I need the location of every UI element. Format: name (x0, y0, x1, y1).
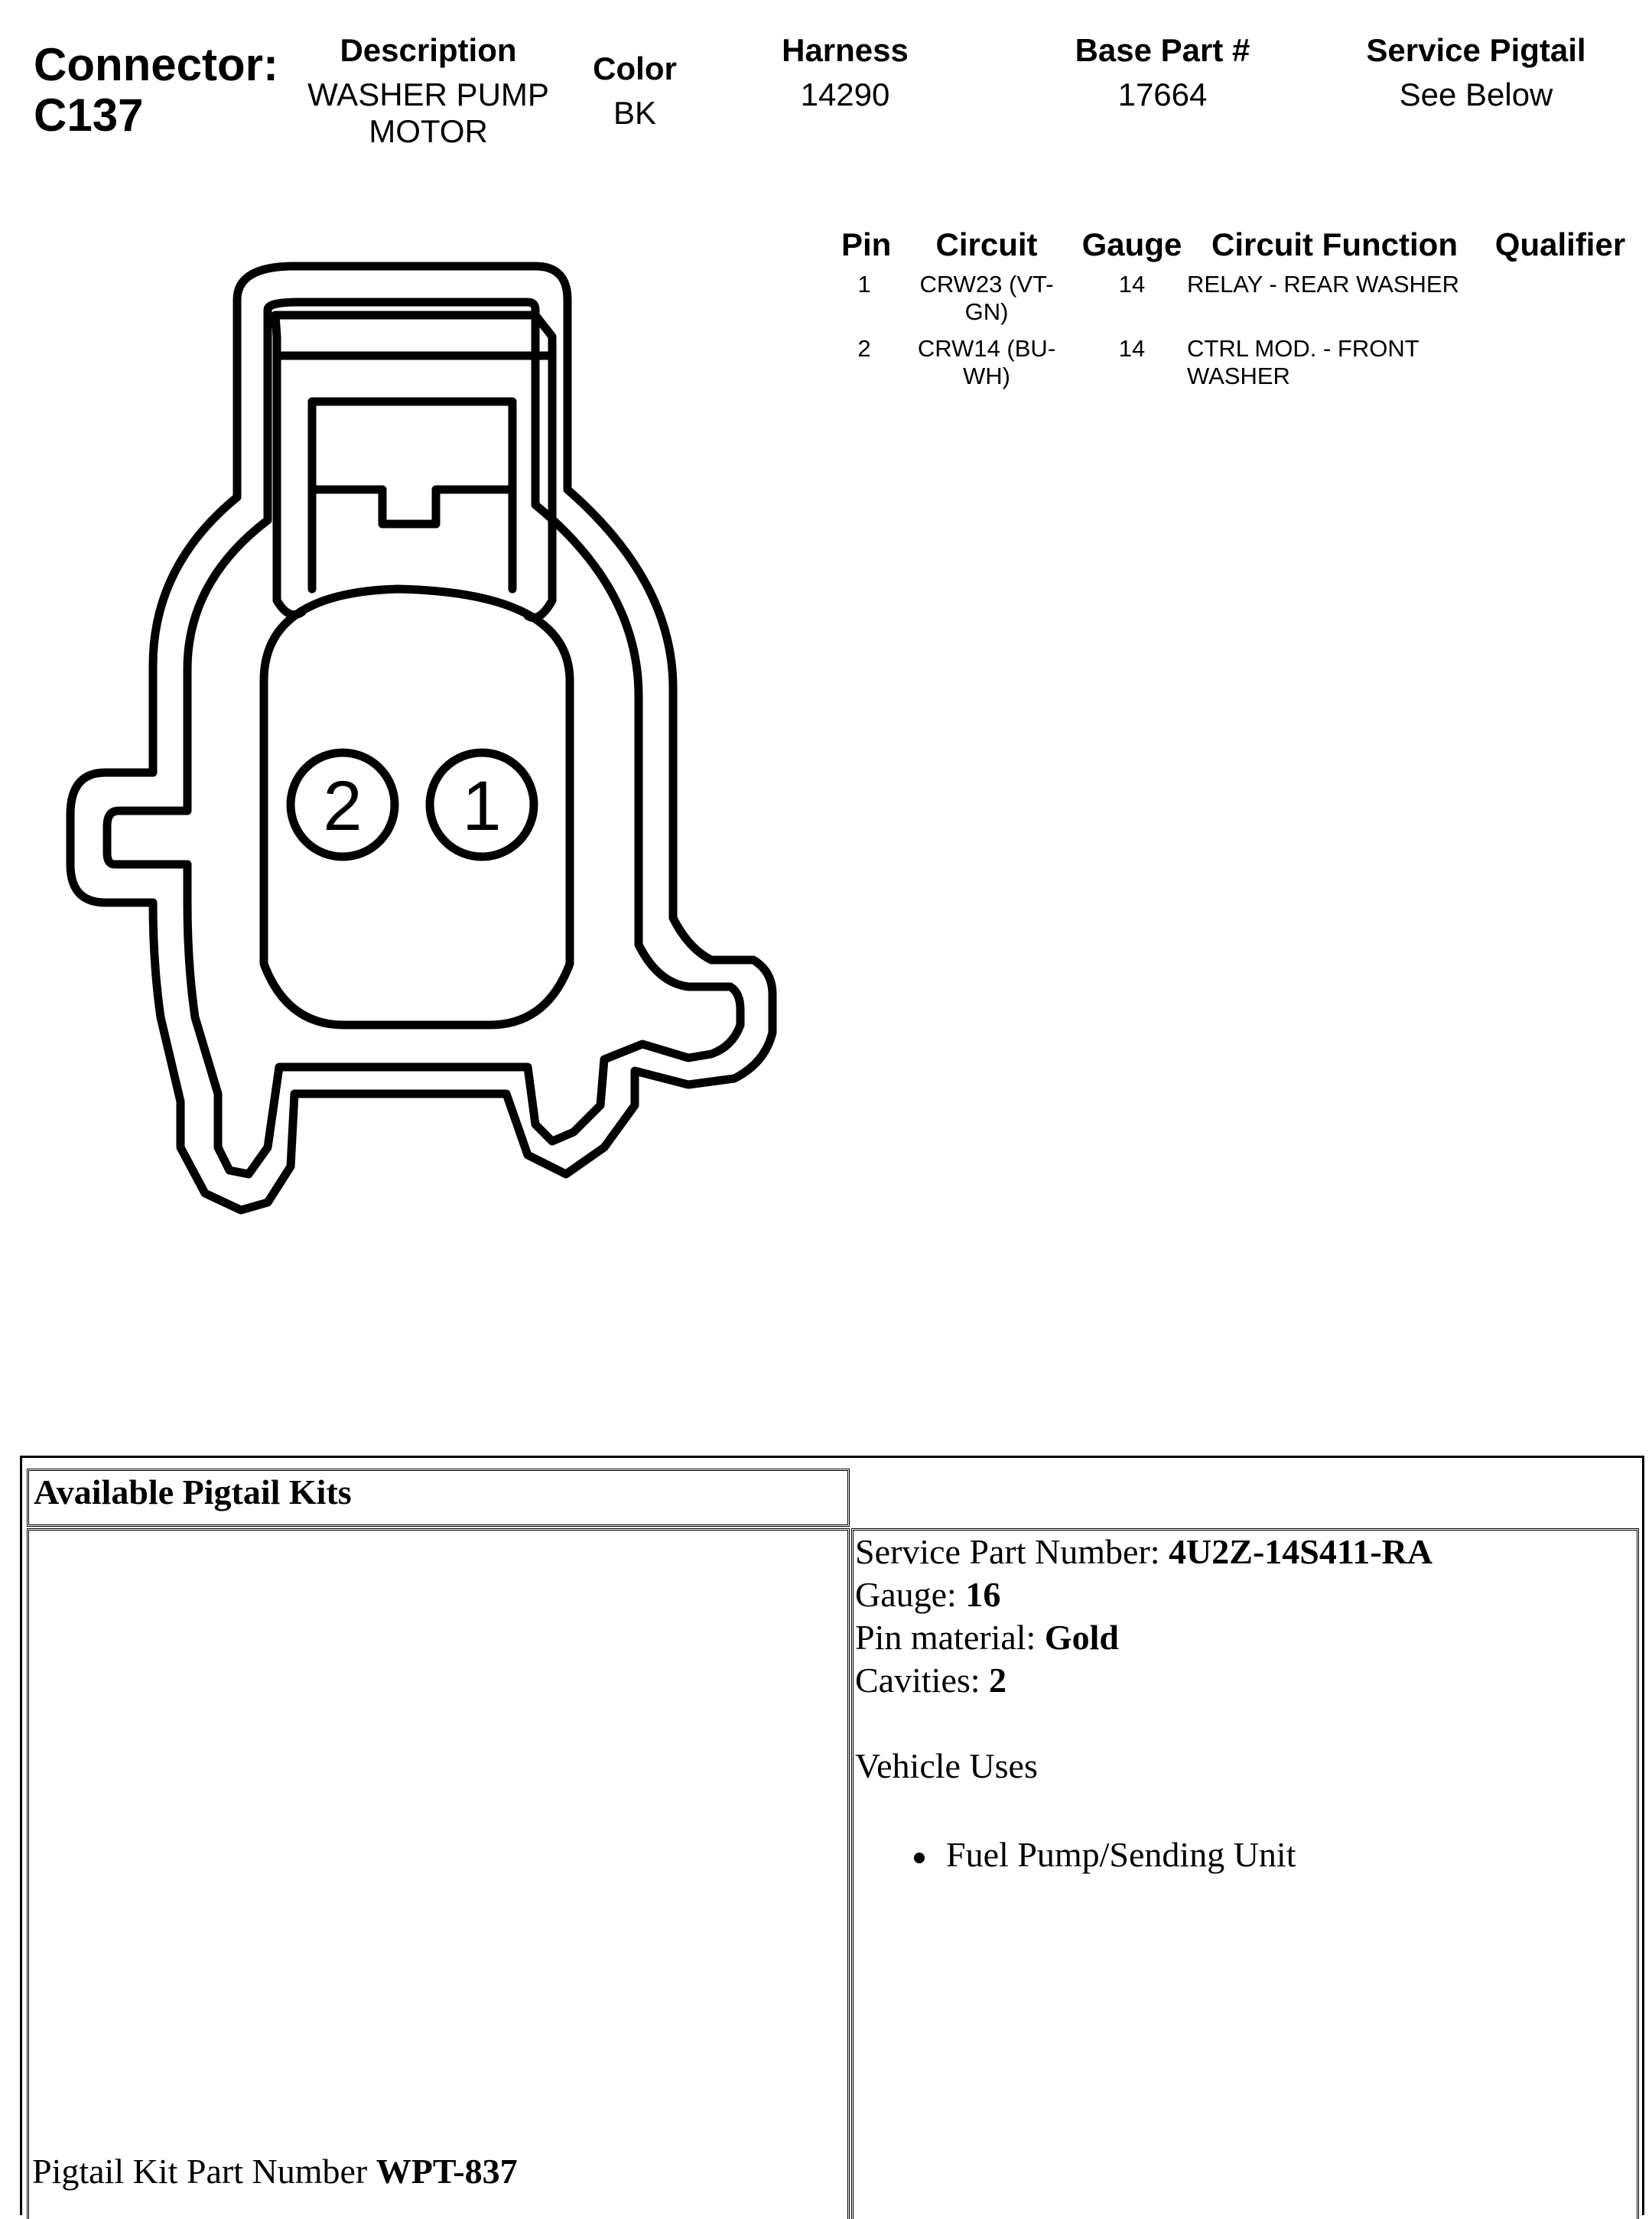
pin-1-label: 1 (462, 767, 502, 845)
service-part-value: 4U2Z-14S411-RA (1169, 1532, 1433, 1571)
pigtail-kits-title: Available Pigtail Kits (34, 1472, 352, 1511)
service-part-number (855, 1531, 1432, 1572)
description-line-1: WASHER PUMP (307, 76, 549, 112)
function-line-1: RELAY - REAR WASHER (1187, 271, 1460, 298)
kit-part-label: Pigtail Kit Part Number (32, 2152, 376, 2191)
description-label: Description (340, 32, 517, 68)
connector-id: C137 (34, 89, 144, 141)
table-row-gauge: 14 (1118, 271, 1146, 298)
base-part-label: Base Part # (1075, 32, 1250, 68)
pigtail-kit-image-cell (27, 1528, 850, 2219)
table-row-pin: 1 (857, 271, 871, 298)
service-pigtail-label: Service Pigtail (1366, 32, 1586, 68)
cavities (855, 1660, 1006, 1700)
connector-inner-outline (107, 302, 740, 1174)
connector-label: Connector: (34, 39, 278, 90)
vehicle-use-text: Fuel Pump/Sending Unit (946, 1835, 1296, 1874)
bullet-icon (914, 1853, 925, 1863)
color-value: BK (613, 95, 657, 131)
service-pigtail-value: See Below (1399, 76, 1553, 112)
table-row-function (1187, 335, 1508, 390)
service-part-label: Service Part Number: (855, 1532, 1169, 1571)
qualifier-header: Qualifier (1494, 226, 1626, 262)
gauge-header: Gauge (1081, 226, 1182, 262)
function-line-1: CTRL MOD. - FRONT (1187, 335, 1419, 362)
table-row-function (1187, 271, 1508, 298)
base-part-value: 17664 (1117, 76, 1208, 112)
vehicle-uses-label: Vehicle Uses (855, 1746, 1038, 1785)
pin-header: Pin (841, 226, 892, 262)
kit-part-value: WPT-837 (376, 2152, 518, 2191)
circuit-line-2: WH) (963, 363, 1010, 389)
table-row-circuit (902, 271, 1071, 326)
circuit-function-header: Circuit Function (1211, 226, 1458, 262)
latch-tab (312, 402, 512, 589)
kit-gauge (855, 1574, 1000, 1615)
cavities-value: 2 (989, 1661, 1007, 1700)
pin-material-label: Pin material: (855, 1618, 1045, 1657)
pin-material-value: Gold (1044, 1618, 1119, 1657)
list-item (914, 1834, 1296, 1875)
circuit-line-2: GN) (964, 298, 1009, 325)
circuit-line-1: CRW14 (BU- (917, 335, 1056, 362)
pin-2-label: 2 (323, 767, 363, 845)
table-row-gauge: 14 (1118, 335, 1146, 362)
circuit-line-1: CRW23 (VT- (919, 271, 1054, 298)
pin-material (855, 1617, 1119, 1658)
pin-face (264, 589, 570, 1025)
connector-diagram (0, 0, 841, 1300)
description-line-2: MOTOR (369, 113, 488, 149)
circuit-header: Circuit (935, 226, 1038, 262)
harness-value: 14290 (800, 76, 890, 112)
kit-gauge-label: Gauge: (855, 1575, 966, 1614)
function-line-2: WASHER (1187, 363, 1290, 389)
harness-label: Harness (782, 32, 909, 68)
table-row-circuit (902, 335, 1071, 390)
table-row-pin: 2 (857, 335, 871, 362)
cavities-label: Cavities: (855, 1661, 990, 1700)
pigtail-kit-part-number (32, 2151, 518, 2191)
kit-gauge-value: 16 (965, 1575, 1001, 1614)
color-label: Color (593, 50, 677, 86)
